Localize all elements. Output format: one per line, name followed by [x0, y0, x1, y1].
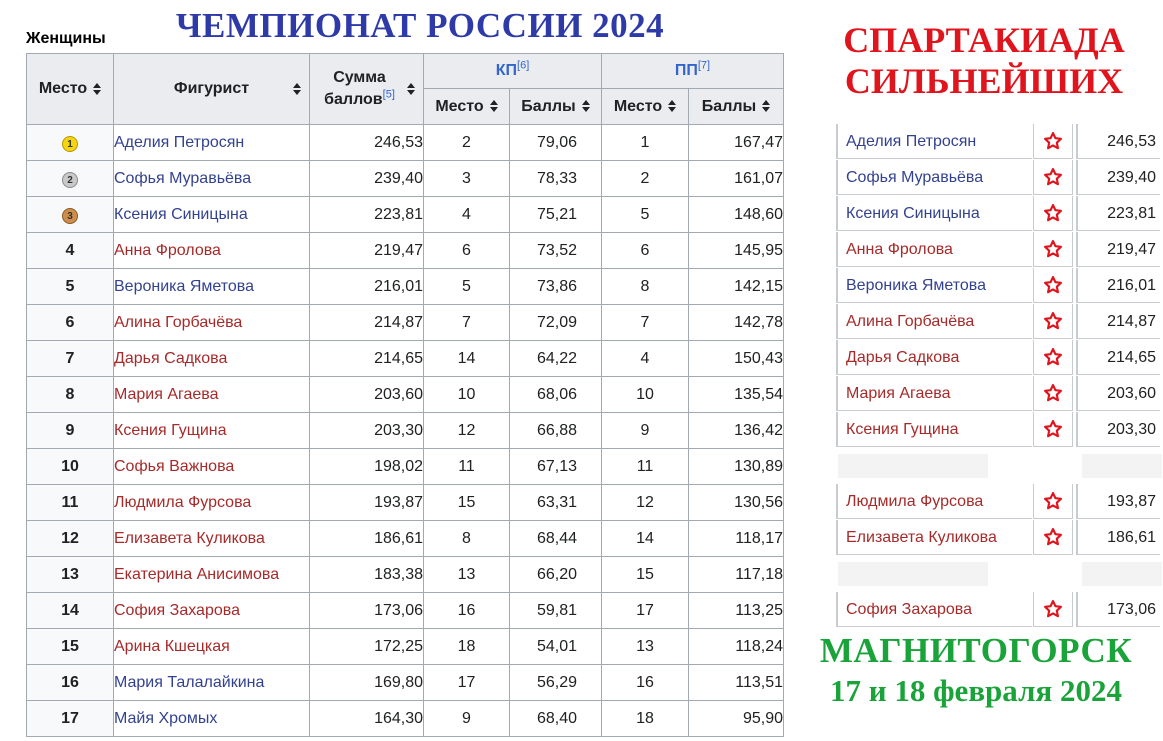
red-star-icon [1033, 160, 1073, 195]
place-cell: 7 [27, 341, 114, 377]
spartakiad-name-cell [836, 520, 1032, 555]
skater-cell [114, 665, 310, 701]
fs-points-cell: 142,78 [689, 305, 784, 341]
red-star-icon [1033, 376, 1073, 411]
total-cell: 164,30 [310, 701, 424, 737]
sp-points-cell: 79,06 [510, 125, 602, 161]
table-row [27, 557, 784, 593]
spartakiad-total-cell: 216,01 [1076, 268, 1160, 303]
red-star-icon [1033, 196, 1073, 231]
skater-cell [114, 377, 310, 413]
total-cell: 173,06 [310, 593, 424, 629]
dates-label: 17 и 18 февраля 2024 [830, 673, 1122, 708]
sort-icon[interactable] [762, 100, 770, 112]
sp-place-cell: 11 [424, 449, 510, 485]
place-cell [27, 197, 114, 233]
skater-cell [114, 269, 310, 305]
sp-place-cell: 9 [424, 701, 510, 737]
place-cell [27, 125, 114, 161]
spartakiad-name-cell [836, 196, 1032, 231]
fs-points-cell: 130,56 [689, 485, 784, 521]
fs-points-cell: 117,18 [689, 557, 784, 593]
red-star-icon [1033, 232, 1073, 267]
total-cell: 169,80 [310, 665, 424, 701]
skater-cell [114, 485, 310, 521]
spartakiad-total-cell: 214,65 [1076, 340, 1160, 375]
sort-icon[interactable] [293, 83, 301, 95]
fs-place-cell: 16 [602, 665, 689, 701]
fs-place-cell: 7 [602, 305, 689, 341]
total-cell: 203,60 [310, 377, 424, 413]
skater-cell [114, 197, 310, 233]
table-row [27, 449, 784, 485]
ref-6[interactable]: [6] [517, 59, 530, 72]
skater-link[interactable]: Аделия Петросян [114, 133, 245, 151]
total-cell: 223,81 [310, 197, 424, 233]
sp-link[interactable]: КП [495, 62, 518, 79]
spartakiad-total-cell: 219,47 [1076, 232, 1160, 267]
skater-link[interactable]: Анна Фролова [846, 241, 953, 258]
silver-medal-icon: 2 [62, 172, 78, 188]
sp-points-cell: 56,29 [510, 665, 602, 701]
skater-cell [114, 233, 310, 269]
fs-points-cell: 113,51 [689, 665, 784, 701]
skater-link[interactable]: Елизавета Куликова [846, 529, 997, 546]
skater-cell [114, 629, 310, 665]
place-cell: 9 [27, 413, 114, 449]
fs-place-cell: 18 [602, 701, 689, 737]
skater-link[interactable]: Екатерина Анисимова [114, 565, 280, 583]
fs-points-cell: 161,07 [689, 161, 784, 197]
sp-points-cell: 66,88 [510, 413, 602, 449]
sp-place-cell: 8 [424, 521, 510, 557]
skater-link[interactable]: София Захарова [846, 601, 972, 618]
table-row [27, 485, 784, 521]
table-row [27, 521, 784, 557]
table-row [27, 197, 784, 233]
sp-place-cell: 7 [424, 305, 510, 341]
total-cell: 219,47 [310, 233, 424, 269]
sp-place-cell: 18 [424, 629, 510, 665]
skater-link[interactable]: Софья Важнова [114, 457, 235, 475]
spartakiad-name-cell [836, 268, 1032, 303]
total-cell: 198,02 [310, 449, 424, 485]
table-row [27, 377, 784, 413]
blank-cell [1082, 562, 1162, 586]
header-total[interactable]: Сумма баллов[5] [310, 54, 424, 125]
fs-place-cell: 14 [602, 521, 689, 557]
spartakiad-total-cell: 193,87 [1076, 484, 1160, 519]
blank-cell [1082, 454, 1162, 478]
sp-place-cell: 13 [424, 557, 510, 593]
skater-link[interactable]: Алина Горбачёва [846, 313, 975, 330]
total-cell: 172,25 [310, 629, 424, 665]
spartakiad-row [836, 232, 1162, 268]
spartakiad-total-cell: 214,87 [1076, 304, 1160, 339]
fs-place-cell: 4 [602, 341, 689, 377]
place-cell: 8 [27, 377, 114, 413]
results-table [26, 53, 784, 737]
sort-icon[interactable] [668, 100, 676, 112]
red-star-icon [1033, 520, 1073, 555]
sp-points-cell: 68,06 [510, 377, 602, 413]
sp-place-cell: 16 [424, 593, 510, 629]
fs-points-cell: 118,24 [689, 629, 784, 665]
bronze-medal-icon: 3 [62, 208, 78, 224]
total-cell: 216,01 [310, 269, 424, 305]
table-row [27, 665, 784, 701]
skater-link[interactable]: Майя Хромых [114, 709, 218, 727]
spartakiad-title-line1: СПАРТАКИАДА [843, 20, 1125, 60]
location-title [796, 630, 1156, 710]
sp-place-cell: 12 [424, 413, 510, 449]
red-star-icon [1033, 304, 1073, 339]
spartakiad-name-cell [836, 484, 1032, 519]
blank-row [836, 448, 1162, 484]
spartakiad-total-cell: 203,60 [1076, 376, 1160, 411]
sp-points-cell: 73,52 [510, 233, 602, 269]
sp-place-cell: 3 [424, 161, 510, 197]
header-fs-group [602, 54, 784, 89]
skater-link[interactable]: Софья Муравьёва [114, 169, 252, 187]
fs-place-cell: 1 [602, 125, 689, 161]
spartakiad-total-cell: 203,30 [1076, 412, 1160, 447]
total-cell: 193,87 [310, 485, 424, 521]
fs-place-cell: 17 [602, 593, 689, 629]
city-label: МАГНИТОГОРСК [819, 631, 1133, 670]
table-row [27, 269, 784, 305]
skater-link[interactable]: Вероника Яметова [114, 277, 255, 295]
spartakiad-row [836, 340, 1162, 376]
table-row [27, 593, 784, 629]
section-title: Женщины [26, 30, 106, 47]
fs-place-cell: 8 [602, 269, 689, 305]
main-title: ЧЕМПИОНАТ РОССИИ 2024 [175, 6, 665, 45]
fs-place-cell: 9 [602, 413, 689, 449]
skater-cell [114, 593, 310, 629]
skater-link[interactable]: Софья Муравьёва [846, 169, 984, 186]
table-row [27, 305, 784, 341]
skater-cell [114, 161, 310, 197]
fs-place-cell: 6 [602, 233, 689, 269]
sp-points-cell: 66,20 [510, 557, 602, 593]
table-row [27, 341, 784, 377]
table-row [27, 125, 784, 161]
header-sp-group [424, 54, 602, 89]
sp-place-cell: 15 [424, 485, 510, 521]
skater-cell [114, 413, 310, 449]
skater-cell [114, 521, 310, 557]
table-row [27, 233, 784, 269]
place-cell: 4 [27, 233, 114, 269]
sp-place-cell: 6 [424, 233, 510, 269]
red-star-icon [1033, 340, 1073, 375]
sp-points-cell: 68,40 [510, 701, 602, 737]
fs-place-cell: 12 [602, 485, 689, 521]
sp-points-cell: 73,86 [510, 269, 602, 305]
place-cell: 13 [27, 557, 114, 593]
fs-points-cell: 135,54 [689, 377, 784, 413]
spartakiad-title-line2: СИЛЬНЕЙШИХ [844, 61, 1124, 101]
spartakiad-total-cell: 223,81 [1076, 196, 1160, 231]
skater-link[interactable]: Дарья Садкова [114, 349, 228, 367]
sp-points-cell: 75,21 [510, 197, 602, 233]
fs-points-cell: 145,95 [689, 233, 784, 269]
spartakiad-name-cell [836, 304, 1032, 339]
skater-cell [114, 341, 310, 377]
total-cell: 186,61 [310, 521, 424, 557]
red-star-icon [1033, 592, 1073, 627]
skater-cell [114, 449, 310, 485]
sp-points-cell: 68,44 [510, 521, 602, 557]
skater-link[interactable]: Вероника Яметова [846, 277, 987, 294]
spartakiad-name-cell [836, 232, 1032, 267]
gold-medal-icon: 1 [62, 136, 78, 152]
fs-place-cell: 10 [602, 377, 689, 413]
spartakiad-total-cell: 186,61 [1076, 520, 1160, 555]
header-skater[interactable]: Фигурист [114, 54, 310, 125]
total-cell: 183,38 [310, 557, 424, 593]
table-row [27, 701, 784, 737]
spartakiad-name-cell [836, 124, 1032, 159]
header-fs-place[interactable]: Место [602, 89, 689, 125]
fs-place-cell: 15 [602, 557, 689, 593]
skater-link[interactable]: Аделия Петросян [846, 133, 977, 150]
spartakiad-list [836, 124, 1162, 628]
skater-link[interactable]: Людмила Фурсова [114, 493, 252, 511]
spartakiad-row [836, 160, 1162, 196]
skater-link[interactable]: Арина Кшецкая [114, 637, 230, 655]
place-cell: 5 [27, 269, 114, 305]
sort-icon[interactable] [490, 100, 498, 112]
fs-place-cell: 11 [602, 449, 689, 485]
place-cell: 16 [27, 665, 114, 701]
place-cell: 10 [27, 449, 114, 485]
skater-link[interactable]: Алина Горбачёва [114, 313, 243, 331]
fs-link[interactable]: ПП [674, 62, 698, 79]
table-row [27, 629, 784, 665]
fs-points-cell: 118,17 [689, 521, 784, 557]
skater-link[interactable]: Людмила Фурсова [846, 493, 984, 510]
skater-link[interactable]: Ксения Синицына [114, 205, 248, 223]
spartakiad-row [836, 268, 1162, 304]
place-cell: 14 [27, 593, 114, 629]
sp-place-cell: 5 [424, 269, 510, 305]
place-cell: 11 [27, 485, 114, 521]
sp-points-cell: 54,01 [510, 629, 602, 665]
blank-cell [838, 454, 988, 478]
spartakiad-total-cell: 239,40 [1076, 160, 1160, 195]
spartakiad-total-cell: 173,06 [1076, 592, 1160, 627]
total-cell: 246,53 [310, 125, 424, 161]
total-cell: 239,40 [310, 161, 424, 197]
skater-link[interactable]: Елизавета Куликова [114, 529, 265, 547]
skater-link[interactable]: Ксения Гущина [114, 421, 227, 439]
spartakiad-name-cell [836, 376, 1032, 411]
spartakiad-row [836, 124, 1162, 160]
place-cell: 17 [27, 701, 114, 737]
spartakiad-name-cell [836, 592, 1032, 627]
table-row [27, 161, 784, 197]
table-row [27, 413, 784, 449]
header-sp-place[interactable]: Место [424, 89, 510, 125]
fs-points-cell: 150,43 [689, 341, 784, 377]
red-star-icon [1033, 268, 1073, 303]
blank-cell [838, 562, 988, 586]
sp-points-cell: 72,09 [510, 305, 602, 341]
header-fs-points[interactable]: Баллы [689, 89, 784, 125]
total-cell: 214,65 [310, 341, 424, 377]
spartakiad-name-cell [836, 340, 1032, 375]
place-cell: 15 [27, 629, 114, 665]
sort-icon[interactable] [407, 83, 415, 95]
sp-points-cell: 64,22 [510, 341, 602, 377]
skater-link[interactable]: Мария Агаева [114, 385, 219, 403]
total-cell: 214,87 [310, 305, 424, 341]
skater-link[interactable]: Анна Фролова [114, 241, 221, 259]
sp-points-cell: 67,13 [510, 449, 602, 485]
spartakiad-name-cell [836, 160, 1032, 195]
sp-place-cell: 10 [424, 377, 510, 413]
red-star-icon [1033, 484, 1073, 519]
sp-points-cell: 59,81 [510, 593, 602, 629]
skater-cell [114, 557, 310, 593]
fs-place-cell: 2 [602, 161, 689, 197]
skater-link[interactable]: Мария Агаева [846, 385, 951, 402]
sp-points-cell: 63,31 [510, 485, 602, 521]
fs-points-cell: 148,60 [689, 197, 784, 233]
place-cell: 6 [27, 305, 114, 341]
ref-5[interactable]: [5] [382, 88, 395, 101]
sp-place-cell: 4 [424, 197, 510, 233]
sp-place-cell: 14 [424, 341, 510, 377]
sp-place-cell: 2 [424, 125, 510, 161]
total-cell: 203,30 [310, 413, 424, 449]
red-star-icon [1033, 124, 1073, 159]
sp-place-cell: 17 [424, 665, 510, 701]
fs-place-cell: 5 [602, 197, 689, 233]
blank-row [836, 556, 1162, 592]
skater-link[interactable]: Мария Талалайкина [114, 673, 265, 691]
fs-points-cell: 167,47 [689, 125, 784, 161]
skater-link[interactable]: Ксения Синицына [846, 205, 980, 222]
fs-place-cell: 13 [602, 629, 689, 665]
skater-link[interactable]: Ксения Гущина [846, 421, 959, 438]
sort-icon[interactable] [93, 83, 101, 95]
fs-points-cell: 142,15 [689, 269, 784, 305]
header-sp-points[interactable]: Баллы [510, 89, 602, 125]
spartakiad-total-cell: 246,53 [1076, 124, 1160, 159]
fs-points-cell: 130,89 [689, 449, 784, 485]
fs-points-cell: 113,25 [689, 593, 784, 629]
spartakiad-row [836, 520, 1162, 556]
sort-icon[interactable] [582, 100, 590, 112]
spartakiad-name-cell [836, 412, 1032, 447]
header-place[interactable]: Место [27, 54, 114, 125]
spartakiad-row [836, 412, 1162, 448]
skater-cell [114, 701, 310, 737]
place-cell: 12 [27, 521, 114, 557]
spartakiad-row [836, 196, 1162, 232]
skater-link[interactable]: София Захарова [114, 601, 240, 619]
skater-cell [114, 125, 310, 161]
fs-points-cell: 95,90 [689, 701, 784, 737]
skater-link[interactable]: Дарья Садкова [846, 349, 960, 366]
sp-points-cell: 78,33 [510, 161, 602, 197]
spartakiad-row [836, 484, 1162, 520]
ref-7[interactable]: [7] [697, 59, 711, 72]
skater-cell [114, 305, 310, 341]
fs-points-cell: 136,42 [689, 413, 784, 449]
spartakiad-title [836, 20, 1132, 102]
red-star-icon [1033, 412, 1073, 447]
spartakiad-row [836, 304, 1162, 340]
spartakiad-row [836, 592, 1162, 628]
spartakiad-row [836, 376, 1162, 412]
place-cell [27, 161, 114, 197]
